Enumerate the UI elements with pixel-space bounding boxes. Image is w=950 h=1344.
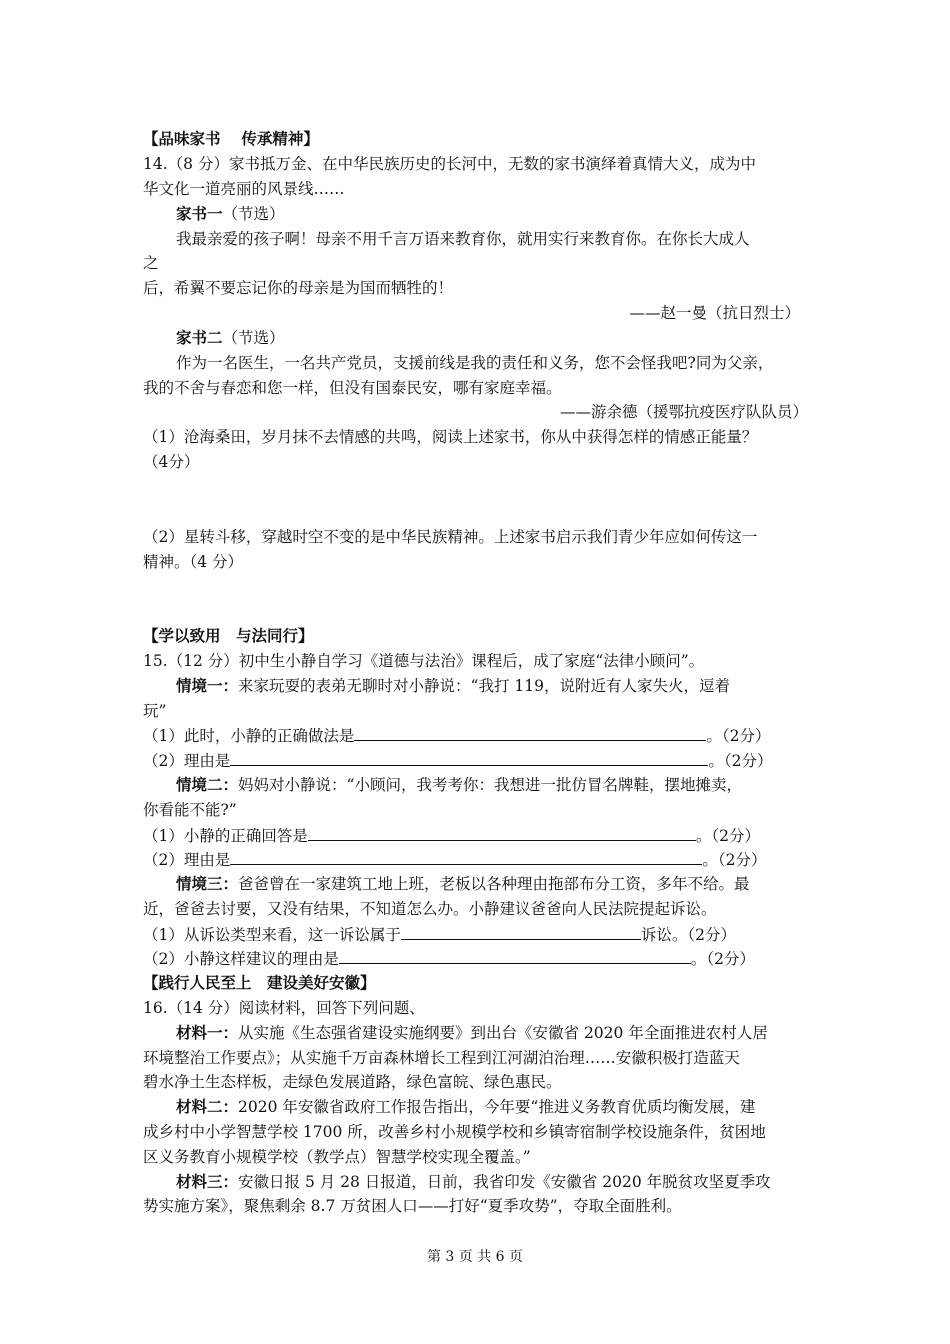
scenario-2-q2-score: 。（2分） bbox=[702, 851, 767, 869]
letter-1-heading bbox=[176, 203, 285, 225]
scenario-2-text-cont: 你看能不能?” bbox=[143, 801, 237, 819]
answer-blank[interactable] bbox=[308, 824, 696, 841]
scenario-3-q2-prompt: （2）小静这样建议的理由是 bbox=[143, 950, 339, 968]
scenario-2-q2 bbox=[143, 848, 767, 871]
material-1 bbox=[176, 1022, 768, 1044]
letter-2-text-b: 我的不舍与春恋和您一样，但没有国泰民安，哪有家庭幸福。 bbox=[143, 379, 562, 397]
scenario-2 bbox=[176, 774, 742, 796]
letter-2-heading bbox=[176, 327, 285, 349]
scenario-1-text: 来家玩耍的表弟无聊时对小静说：“我打 119，说附近有人家失火，逗着 bbox=[238, 677, 730, 695]
scenario-2-q1-score: 。（2分） bbox=[695, 827, 760, 845]
scenario-3-q2 bbox=[143, 947, 755, 970]
answer-blank[interactable] bbox=[401, 923, 641, 940]
scenario-2-q2-prompt: （2）理由是 bbox=[143, 851, 231, 869]
question-16-text: 16.（14 分）阅读材料，回答下列问题、 bbox=[143, 999, 425, 1017]
scenario-1-q2 bbox=[143, 749, 773, 772]
material-2-text: 2020 年安徽省政府工作报告指出，今年要“推进义务教育优质均衡发展，建 bbox=[238, 1098, 756, 1116]
scenario-1-text-cont: 玩” bbox=[143, 702, 167, 720]
scenario-3-q2-score: 。（2分） bbox=[690, 950, 755, 968]
scenario-3-q1 bbox=[143, 923, 736, 946]
answer-blank[interactable] bbox=[230, 848, 702, 865]
material-1-text-c: 碧水净土生态样板，走绿色发展道路，绿色富皖、绿色惠民。 bbox=[143, 1073, 562, 1091]
section-header-14: 【品味家书 传承精神】 bbox=[143, 130, 319, 148]
material-1-text: 从实施《生态强省建设实施纲要》到出台《安徽省 2020 年全面推进农村人居 bbox=[238, 1024, 768, 1042]
scenario-3-q1-score: 诉讼。（2分） bbox=[640, 926, 736, 944]
letter-2-signature: ——游余德（援鄂抗疫医疗队队员） bbox=[559, 403, 808, 421]
letter-1-note: （节选） bbox=[222, 205, 285, 223]
question-14-2-cont: 精神。（4 分） bbox=[143, 553, 244, 571]
scenario-3 bbox=[176, 873, 750, 895]
letter-2-note: （节选） bbox=[222, 329, 285, 347]
scenario-3-text: 爸爸曾在一家建筑工地上班，老板以各种理由拖部布分工资，多年不给。最 bbox=[238, 875, 750, 893]
scenario-1-q1 bbox=[143, 724, 771, 747]
page-footer: 第 3 页 共 6 页 bbox=[426, 1249, 524, 1265]
answer-blank[interactable] bbox=[230, 749, 708, 766]
question-14-text: 14.（8 分）家书抵万金、在中华民族历史的长河中，无数的家书演绎着真情大义，成为中 bbox=[143, 155, 756, 173]
letter-2-title: 家书二 bbox=[176, 329, 223, 347]
scenario-1-q2-score: 。（2分） bbox=[708, 752, 773, 770]
scenario-1 bbox=[176, 675, 730, 697]
question-14-1-score: （4分） bbox=[143, 453, 200, 471]
question-14-text-cont: 华文化一道亮丽的风景线…… bbox=[143, 180, 345, 198]
scenario-2-q1 bbox=[143, 824, 760, 847]
material-2-title: 材料二： bbox=[176, 1098, 239, 1116]
question-14-1: （1）沧海桑田，岁月抹不去情感的共鸣，阅读上述家书，你从中获得怎样的情感正能量？ bbox=[143, 428, 758, 446]
scenario-2-text: 妈妈对小静说：“小顾问，我考考你：我想进一批仿冒名牌鞋，摆地摊卖， bbox=[238, 776, 742, 794]
scenario-2-q1-prompt: （1）小静的正确回答是 bbox=[143, 827, 308, 845]
section-header-15: 【学以致用 与法同行】 bbox=[143, 627, 314, 645]
answer-blank[interactable] bbox=[354, 724, 706, 741]
scenario-3-text-cont: 近，爸爸去讨要，又没有结果，不知道怎么办。小静建议爸爸向人民法院提起诉讼。 bbox=[143, 900, 717, 918]
scenario-1-q1-prompt: （1）此时，小静的正确做法是 bbox=[143, 727, 355, 745]
material-3-text-b: 势实施方案》，聚焦剩余 8.7 万贫困人口——打好“夏季攻势”，夺取全面胜利。 bbox=[143, 1197, 682, 1215]
scenario-3-q1-prompt: （1）从诉讼类型来看，这一诉讼属于 bbox=[143, 926, 401, 944]
letter-1-text: 我最亲爱的孩子啊！母亲不用千言万语来教育你，就用实行来教育你。在你长大成人 bbox=[176, 230, 750, 248]
letter-1-text-c: 后，希翼不要忘记你的母亲是为国而牺牲的！ bbox=[143, 279, 454, 297]
answer-blank[interactable] bbox=[339, 947, 691, 964]
letter-1-text-b: 之 bbox=[143, 254, 159, 272]
material-3-text: 安徽日报 5 月 28 日报道，日前，我省印发《安徽省 2020 年脱贫攻坚夏季攻 bbox=[238, 1173, 771, 1191]
material-1-text-b: 环境整治工作要点》；从实施千万亩森林增长工程到江河湖泊治理……安徽积极打造蓝天 bbox=[143, 1049, 740, 1067]
question-15-text: 15.（12 分）初中生小静自学习《道德与法治》课程后，成了家庭“法律小顾问”。 bbox=[143, 652, 705, 670]
section-header-16: 【践行人民至上 建设美好安徽】 bbox=[143, 974, 376, 992]
material-2-text-c: 区义务教育小规模学校（教学点）智慧学校实现全覆盖。” bbox=[143, 1148, 531, 1166]
scenario-1-q2-prompt: （2）理由是 bbox=[143, 752, 231, 770]
material-3 bbox=[176, 1171, 771, 1193]
scenario-1-q1-score: 。（2分） bbox=[706, 727, 771, 745]
scenario-1-title: 情境一： bbox=[176, 677, 239, 695]
material-1-title: 材料一： bbox=[176, 1024, 239, 1042]
letter-1-signature: ——赵一曼（抗日烈士） bbox=[629, 304, 800, 322]
material-2 bbox=[176, 1096, 755, 1118]
material-3-title: 材料三： bbox=[176, 1173, 239, 1191]
letter-2-text: 作为一名医生，一名共产党员，支援前线是我的责任和义务，您不会怪我吧?同为父亲， bbox=[176, 354, 774, 372]
material-2-text-b: 成乡村中小学智慧学校 1700 所，改善乡村小规模学校和乡镇寄宿制学校设施条件，贫困地 bbox=[143, 1123, 766, 1141]
question-14-2: （2）星转斗移，穿越时空不变的是中华民族精神。上述家书启示我们青少年应如何传这一 bbox=[143, 528, 758, 546]
scenario-3-title: 情境三： bbox=[176, 875, 239, 893]
scenario-2-title: 情境二： bbox=[176, 776, 239, 794]
letter-1-title: 家书一 bbox=[176, 205, 223, 223]
